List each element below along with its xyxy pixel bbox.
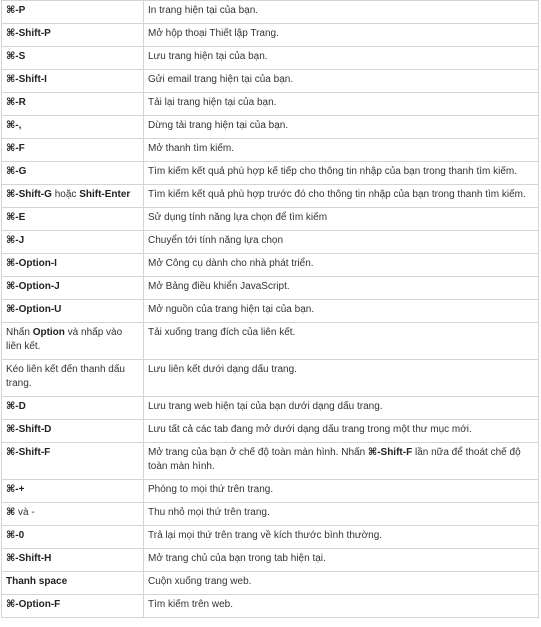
shortcut-key: ⌘-+ — [6, 484, 25, 495]
table-row — [2, 595, 539, 618]
table-row — [2, 323, 539, 360]
shortcut-key-cell — [2, 139, 144, 162]
table-row — [2, 231, 539, 254]
table-row — [2, 185, 539, 208]
shortcut-description: Sử dụng tính năng lựa chọn để tìm kiếm — [144, 208, 539, 231]
description-text: Mở trang của bạn ở chế độ toàn màn hình. Nhấn — [148, 447, 368, 458]
shortcuts-table — [1, 0, 539, 618]
shortcut-description: Lưu tất cả các tab đang mở dưới dạng dấu trang trong một thư mục mới. — [144, 420, 539, 443]
shortcut-key: ⌘-Shift-F — [6, 447, 51, 458]
shortcut-key-cell — [2, 116, 144, 139]
shortcut-key: ⌘-R — [6, 97, 26, 108]
shortcut-key: ⌘-G — [6, 166, 27, 177]
table-row — [2, 572, 539, 595]
table-row — [2, 397, 539, 420]
shortcut-key-text: Nhấn — [6, 327, 33, 338]
shortcut-description: Gửi email trang hiện tại của bạn. — [144, 70, 539, 93]
shortcut-key: ⌘-P — [6, 5, 26, 16]
table-row — [2, 93, 539, 116]
shortcut-key: Shift-Enter — [79, 189, 131, 200]
table-row — [2, 70, 539, 93]
shortcut-key: Option — [32, 327, 65, 338]
shortcut-description: Mở Bảng điều khiển JavaScript. — [144, 277, 539, 300]
shortcut-key: ⌘-Option-I — [6, 258, 57, 269]
shortcut-key-cell — [2, 231, 144, 254]
shortcut-description: Tải xuống trang đích của liên kết. — [144, 323, 539, 360]
shortcut-description: Lưu trang web hiện tại của bạn dưới dạng dấu trang. — [144, 397, 539, 420]
shortcut-key-cell — [2, 277, 144, 300]
shortcut-description: Lưu liên kết dưới dạng dấu trang. — [144, 360, 539, 397]
shortcut-description: Cuộn xuống trang web. — [144, 572, 539, 595]
shortcut-description: In trang hiện tại của bạn. — [144, 1, 539, 24]
shortcut-key-cell — [2, 572, 144, 595]
shortcut-description: Lưu trang hiện tại của bạn. — [144, 47, 539, 70]
shortcut-key: ⌘-Option-U — [6, 304, 62, 315]
shortcut-key-cell — [2, 443, 144, 480]
shortcut-key-cell — [2, 1, 144, 24]
table-row — [2, 254, 539, 277]
shortcut-key-cell — [2, 420, 144, 443]
shortcut-description: Chuyển tới tính năng lựa chọn — [144, 231, 539, 254]
shortcut-description: Trả lại mọi thứ trên trang về kích thước bình thường. — [144, 526, 539, 549]
shortcut-key-cell — [2, 185, 144, 208]
table-row — [2, 526, 539, 549]
shortcut-key: ⌘-Shift-I — [6, 74, 47, 85]
shortcut-description: Mở trang chủ của bạn trong tab hiện tại. — [144, 549, 539, 572]
shortcut-description: Tìm kiếm kết quả phù hợp kế tiếp cho thông tin nhập của bạn trong thanh tìm kiếm. — [144, 162, 539, 185]
shortcut-key: ⌘-D — [6, 401, 26, 412]
shortcut-key: ⌘-Shift-P — [6, 28, 51, 39]
shortcut-key: ⌘ — [6, 507, 16, 518]
shortcut-description: Dừng tải trang hiện tại của bạn. — [144, 116, 539, 139]
shortcut-key: ⌘-0 — [6, 530, 25, 541]
shortcut-key: ⌘-S — [6, 51, 26, 62]
shortcut-key: ⌘-J — [6, 235, 25, 246]
shortcut-key: ⌘-, — [6, 120, 22, 131]
shortcut-key-cell — [2, 93, 144, 116]
shortcut-key-cell — [2, 480, 144, 503]
shortcut-key-cell — [2, 595, 144, 618]
shortcut-key-cell — [2, 526, 144, 549]
shortcut-key: ⌘-F — [6, 143, 25, 154]
shortcut-key-cell — [2, 300, 144, 323]
shortcut-key: ⌘-Option-J — [6, 281, 60, 292]
table-row — [2, 116, 539, 139]
shortcut-key-cell — [2, 208, 144, 231]
shortcut-description: Tìm kiếm trên web. — [144, 595, 539, 618]
shortcut-key-cell — [2, 503, 144, 526]
shortcut-key: ⌘-Shift-H — [6, 553, 52, 564]
table-row — [2, 503, 539, 526]
shortcut-key: ⌘-Shift-F — [367, 447, 413, 458]
shortcut-description: Thu nhỏ mọi thứ trên trang. — [144, 503, 539, 526]
table-row — [2, 300, 539, 323]
table-row — [2, 277, 539, 300]
shortcut-key: Thanh space — [6, 576, 68, 587]
shortcut-key-cell — [2, 47, 144, 70]
shortcut-key: ⌘-Shift-G — [6, 189, 52, 200]
shortcut-key: ⌘-Option-F — [6, 599, 61, 610]
table-row — [2, 1, 539, 24]
shortcut-key-connector: hoặc — [51, 189, 80, 200]
table-row — [2, 139, 539, 162]
table-row — [2, 420, 539, 443]
shortcut-key-cell — [2, 397, 144, 420]
shortcut-key-cell — [2, 70, 144, 93]
shortcut-description — [144, 443, 539, 480]
table-row — [2, 549, 539, 572]
table-row — [2, 480, 539, 503]
shortcut-key-text: và nhấp vào liên kết. — [6, 327, 123, 352]
shortcut-key: ⌘-Shift-D — [6, 424, 52, 435]
table-row — [2, 47, 539, 70]
shortcut-key: ⌘-E — [6, 212, 26, 223]
shortcut-key-cell — [2, 24, 144, 47]
shortcut-description: Mở thanh tìm kiếm. — [144, 139, 539, 162]
shortcut-key-cell — [2, 162, 144, 185]
description-text: lần nữa để thoát chế độ toàn màn hình. — [148, 447, 521, 472]
shortcut-description: Mở nguồn của trang hiện tại của bạn. — [144, 300, 539, 323]
shortcut-description: Tìm kiếm kết quả phù hợp trước đó cho thông tin nhập của bạn trong thanh tìm kiếm. — [144, 185, 539, 208]
shortcut-description: Mở hộp thoại Thiết lập Trang. — [144, 24, 539, 47]
shortcut-key-text: và - — [15, 507, 35, 518]
table-row — [2, 443, 539, 480]
shortcut-key-cell — [2, 254, 144, 277]
table-row — [2, 162, 539, 185]
table-row — [2, 208, 539, 231]
table-row — [2, 24, 539, 47]
shortcut-key-cell — [2, 323, 144, 360]
shortcut-key-text: Kéo liên kết đến thanh dấu trang. — [6, 364, 125, 389]
shortcut-key-cell — [2, 549, 144, 572]
shortcut-description: Tải lại trang hiện tại của bạn. — [144, 93, 539, 116]
shortcut-description: Phóng to mọi thứ trên trang. — [144, 480, 539, 503]
shortcut-key-cell — [2, 360, 144, 397]
table-row — [2, 360, 539, 397]
shortcut-description: Mở Công cụ dành cho nhà phát triển. — [144, 254, 539, 277]
